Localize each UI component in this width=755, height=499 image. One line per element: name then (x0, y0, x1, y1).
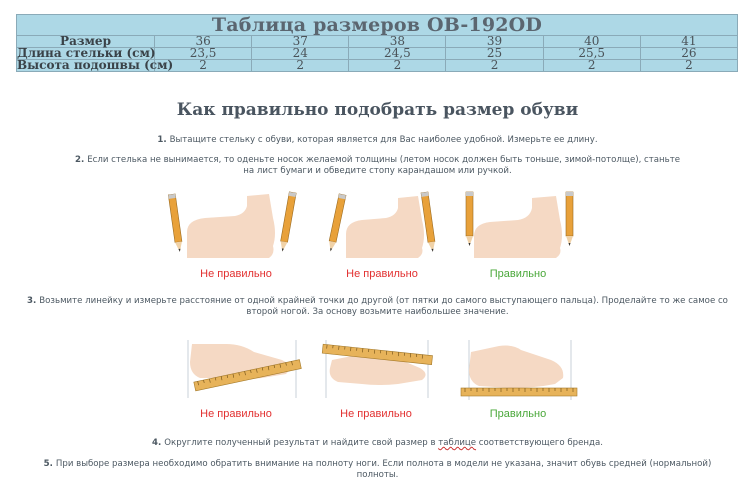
table-cell: 38 (349, 36, 446, 48)
ruler-figure-correct (455, 338, 580, 408)
foot-icon (187, 194, 275, 258)
step-1 (20, 135, 735, 146)
table-cell: 2 (252, 60, 349, 72)
step-4 (20, 438, 735, 449)
step-text: Если стелька не вынимается, то оденьте носок желаемой толщины (летом носок должен быть тоньше, зимой-потолще), станьте на лист бумаги и обведите стопу карандашом или ручкой. (87, 155, 681, 176)
step-text: соответствующего бренда. (476, 438, 603, 448)
table-cell: 26 (640, 48, 737, 60)
row-label-size: Размер (17, 36, 155, 48)
foot-icon (469, 346, 563, 389)
step-number: 5. (43, 459, 53, 469)
pencil-icon (466, 192, 473, 246)
table-cell: 2 (543, 60, 640, 72)
caption-wrong: Не правильно (200, 268, 272, 280)
caption-wrong: Не правильно (340, 408, 412, 420)
pencil-figure-wrong-1 (165, 188, 305, 268)
ruler-figure-wrong-1 (182, 338, 307, 408)
pencil-icon (327, 194, 346, 252)
table-cell: 24 (252, 48, 349, 60)
step-3 (25, 296, 730, 318)
step-text: Вытащите стельку с обуви, которая является для Вас наиболее удобной. Измерьте ее длину. (169, 135, 598, 145)
caption-wrong: Не правильно (200, 408, 272, 420)
table-cell: 25,5 (543, 48, 640, 60)
table-cell: 23,5 (155, 48, 252, 60)
size-table-title: Таблица размеров OB-192OD (17, 15, 738, 36)
table-cell: 2 (446, 60, 543, 72)
pencil-icon (566, 192, 573, 246)
table-cell: 41 (640, 36, 737, 48)
step-number: 4. (152, 438, 162, 448)
step-text: Округлите полученный результат и найдите свой размер в (164, 438, 439, 448)
table-row (17, 60, 738, 72)
table-cell: 25 (446, 48, 543, 60)
size-table (16, 14, 738, 72)
pencil-icon (168, 194, 183, 252)
step-text: При выборе размера необходимо обратить внимание на полноту ноги. Если полнота в модели не указана, значит обувь средней (нормальной) полноты. (55, 459, 712, 480)
table-cell: 40 (543, 36, 640, 48)
ruler-icon (461, 388, 577, 396)
step-2 (70, 155, 685, 177)
pencil-icon (279, 192, 296, 252)
step-text: Возьмите линейку и измерьте расстояние от одной крайней точки до другой (от пятки до самого выступающего пальца). Проделайте то же самое со второй ногой. За основу возьмите наибольшее значение. (39, 296, 728, 317)
pencil-figure-correct (460, 188, 580, 268)
row-label-insole-length: Длина стельки (см) (17, 46, 156, 60)
guide-heading: Как правильно подобрать размер обуви (176, 100, 579, 120)
caption-correct: Правильно (489, 408, 547, 420)
table-cell: 2 (640, 60, 737, 72)
step-number: 1. (157, 135, 167, 145)
table-cell: 2 (349, 60, 446, 72)
foot-icon (346, 196, 424, 258)
step-number: 2. (74, 155, 85, 165)
table-cell: 2 (155, 60, 252, 72)
table-cell: 39 (446, 36, 543, 48)
table-cell: 37 (252, 36, 349, 48)
foot-icon (474, 196, 562, 258)
table-cell: 36 (155, 36, 252, 48)
step-number: 3. (27, 296, 37, 306)
caption-correct: Правильно (489, 268, 547, 280)
caption-wrong: Не правильно (346, 268, 418, 280)
table-link-text: таблице (438, 438, 477, 448)
step-5 (40, 459, 715, 481)
pencil-figure-wrong-2 (320, 188, 445, 268)
row-label-sole-height: Высота подошвы (см) (17, 58, 174, 72)
ruler-figure-wrong-2 (318, 338, 438, 408)
pencil-icon (421, 192, 436, 252)
table-cell: 24,5 (349, 48, 446, 60)
